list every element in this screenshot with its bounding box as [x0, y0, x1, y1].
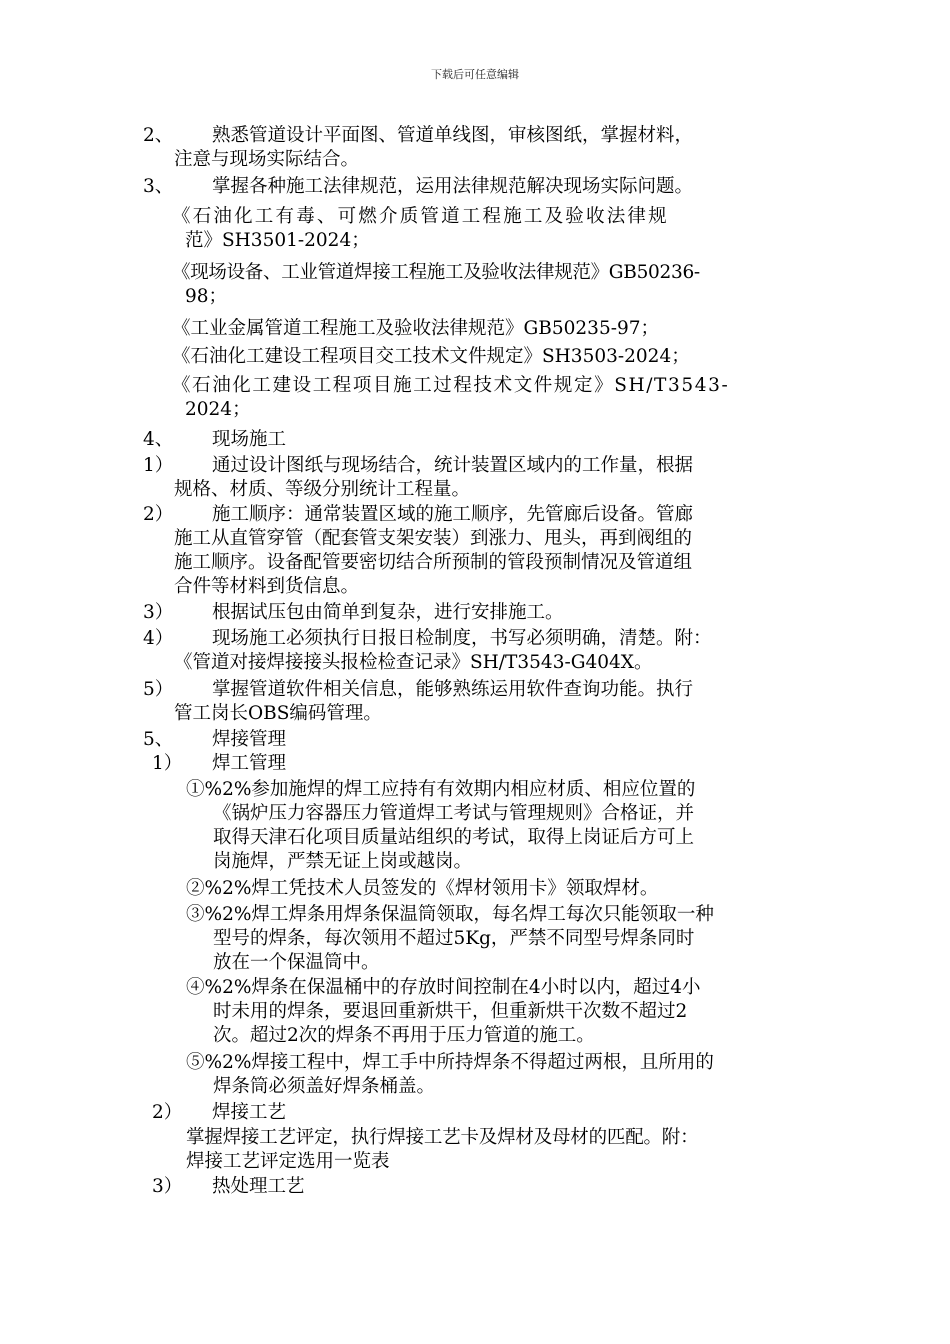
item-number: 2） [143, 504, 174, 525]
section-title: 热处理工艺 [212, 1176, 305, 1197]
item-text: 施工顺序：通常装置区域的施工顺序，先管廊后设备。管廊 [212, 504, 694, 525]
reference-standard: 《工业金属管道工程施工及验收法律规范》GB50235-97； [172, 318, 660, 339]
item-text: 通过设计图纸与现场结合，统计装置区域内的工作量，根据 [212, 455, 694, 476]
item-number: 1） [152, 753, 183, 774]
reference-standard-continuation: 范》SH3501-2024； [185, 230, 370, 251]
welder-rule-2: ②%2%焊工凭技术人员签发的《焊材领用卡》领取焊材。 [186, 878, 659, 899]
rule-continuation: 型号的焊条，每次领用不超过5Kg，严禁不同型号焊条同时 [213, 928, 695, 949]
item-text: 根据试压包由简单到复杂，进行安排施工。 [212, 602, 564, 623]
welder-rule-4: ④%2%焊条在保温桶中的存放时间控制在4小时以内，超过4小 [186, 977, 701, 998]
item-text: 现场施工必须执行日报日检制度，书写必须明确，清楚。附： [212, 628, 712, 649]
section-body: 掌握焊接工艺评定，执行焊接工艺卡及焊材及母材的匹配。附： [186, 1127, 699, 1148]
item-number: 2、 [143, 125, 174, 146]
page-header: 下载后可任意编辑 [431, 68, 519, 81]
rule-continuation: 次。超过2次的焊条不再用于压力管道的施工。 [213, 1025, 595, 1046]
welder-rule-1: ①%2%参加施焊的焊工应持有有效期内相应材质、相应位置的 [186, 779, 696, 800]
welder-rule-3: ③%2%焊工焊条用焊条保温筒领取，每名焊工每次只能领取一种 [186, 904, 714, 925]
item-number: 3） [143, 602, 174, 623]
rule-continuation: 焊条筒必须盖好焊条桶盖。 [213, 1076, 436, 1097]
item-number: 3） [152, 1176, 183, 1197]
item-text-continuation: 规格、材质、等级分别统计工程量。 [174, 479, 471, 500]
section-title: 焊接工艺 [212, 1102, 287, 1123]
item-text-continuation: 施工从直管穿管（配套管支架安装）到涨力、甩头，再到阀组的 [174, 528, 693, 549]
reference-standard: 《石油化工建设工程项目施工过程技术文件规定》SH/T3543- [172, 375, 730, 396]
item-text: 掌握管道软件相关信息，能够熟练运用软件查询功能。执行 [212, 679, 694, 700]
item-number: 5） [143, 679, 174, 700]
rule-continuation: 放在一个保温筒中。 [213, 952, 380, 973]
item-number: 2） [152, 1102, 183, 1123]
reference-standard-continuation: 98； [185, 286, 228, 307]
reference-standard: 《石油化工有毒、可燃介质管道工程施工及验收法律规 [172, 206, 669, 227]
reference-standard-continuation: 2024； [185, 399, 251, 420]
reference-standard: 《石油化工建设工程项目交工技术文件规定》SH3503-2024； [172, 346, 690, 367]
welder-rule-5: ⑤%2%焊接工程中，焊工手中所持焊条不得超过两根，且所用的 [186, 1052, 714, 1073]
rule-continuation: 《锅炉压力容器压力管道焊工考试与管理规则》合格证，并 [213, 803, 695, 824]
item-number: 3、 [143, 176, 174, 197]
item-number: 1） [143, 455, 174, 476]
item-text-continuation: 施工顺序。设备配管要密切结合所预制的管段预制情况及管道组 [174, 552, 693, 573]
rule-continuation: 岗施焊，严禁无证上岗或越岗。 [213, 851, 473, 872]
item-text-continuation: 合件等材料到货信息。 [174, 576, 360, 597]
reference-standard: 《现场设备、工业管道焊接工程施工及验收法律规范》GB50236- [172, 262, 700, 283]
item-text-continuation: 《管道对接焊接接头报检检查记录》SH/T3543-G404X。 [174, 652, 653, 673]
section-title: 焊接管理 [212, 729, 287, 750]
section-title: 焊工管理 [212, 753, 287, 774]
rule-continuation: 时未用的焊条，要退回重新烘干，但重新烘干次数不超过2 [213, 1001, 688, 1022]
item-text-continuation: 注意与现场实际结合。 [174, 149, 360, 170]
section-title: 现场施工 [212, 429, 287, 450]
section-body-continuation: 焊接工艺评定选用一览表 [186, 1151, 390, 1172]
rule-continuation: 取得天津石化项目质量站组织的考试，取得上岗证后方可上 [213, 827, 695, 848]
item-text-continuation: 管工岗长OBS编码管理。 [174, 703, 382, 724]
item-number: 5、 [143, 729, 174, 750]
item-number: 4、 [143, 429, 174, 450]
item-text: 掌握各种施工法律规范，运用法律规范解决现场实际问题。 [212, 176, 694, 197]
item-text: 熟悉管道设计平面图、管道单线图，审核图纸，掌握材料， [212, 125, 694, 146]
item-number: 4） [143, 628, 174, 649]
